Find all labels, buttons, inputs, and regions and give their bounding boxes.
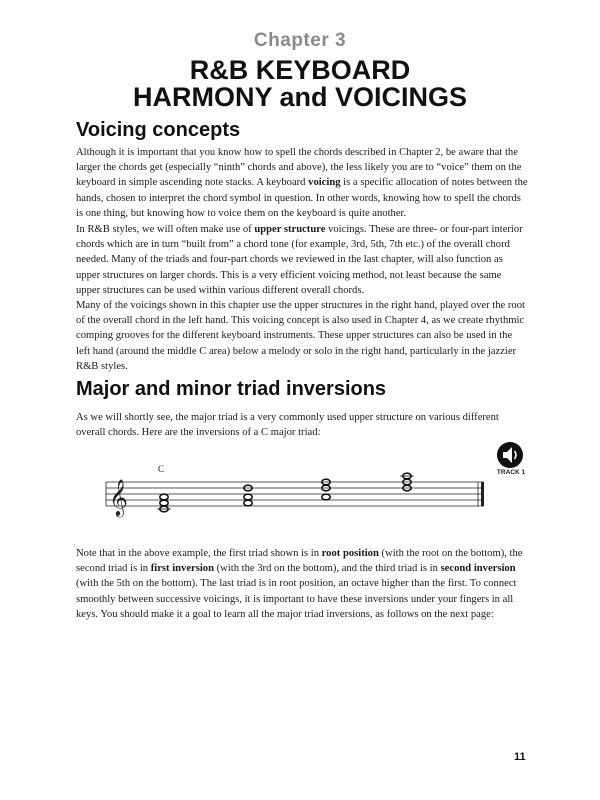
section-heading-voicing-concepts: Voicing concepts bbox=[76, 119, 241, 141]
text-run: Many of the voicings shown in this chapter use the upper structures in the right hand, played over the root of the overall chord in the left hand. This voicing concept is also used in Chapter 4, as we create rhythmic comping grooves for the different keyboard instruments. These upper structures can also be used in the left hand (around the middle C area) below a melody or solo in the right hand, particularly in the jazzier R&B styles. bbox=[76, 300, 525, 372]
text-run: voicings. These are three- or four-part interior chords which are in turn “built from” a chord tone (for example, 3rd, 5th, 7th etc.) of the overall chord needed. Many of the triads and four-part chords we reviewed in the last chapter, will also function as upper structures on larger chords. This is a very efficient voicing method, not least because the same upper structures can be used within various different overall chords. bbox=[76, 224, 523, 296]
bold-term: second inversion bbox=[440, 563, 516, 575]
text-run: is a specific allocation of notes between the hands, chosen to interpret the chord symbol in question. In other words, knowing how to spell the chords is one thing, but knowing how to voice them on the keyboard is quite another. bbox=[76, 177, 528, 219]
bold-term: upper structure bbox=[254, 224, 326, 235]
speaker-icon bbox=[495, 440, 525, 470]
paragraph bbox=[76, 546, 528, 622]
whole-note bbox=[160, 494, 168, 500]
section-heading-triad-inversions: Major and minor triad inversions bbox=[76, 378, 387, 400]
music-example bbox=[76, 440, 536, 530]
text-run: (with the 5th on the bottom). The last triad is in root position, an octave higher than the first. To connect smoothly between successive voicings, it is important to have these inversions under your fingers in all keys. You should make it a goal to learn all the major triad inversions, as follows on the next page: bbox=[76, 578, 517, 620]
whole-note bbox=[244, 500, 252, 506]
text-run: (with the root on the bottom), the second triad is in bbox=[76, 548, 523, 575]
paragraph bbox=[76, 298, 528, 374]
text-run: (with the 3rd on the bottom), and the third triad is in bbox=[214, 563, 441, 575]
paragraph bbox=[76, 410, 528, 440]
text-run: In R&B styles, we will often make use of bbox=[76, 224, 255, 235]
whole-note bbox=[244, 494, 252, 500]
whole-note bbox=[322, 494, 330, 500]
chapter-label: Chapter 3 bbox=[253, 30, 347, 51]
paragraph bbox=[76, 145, 528, 221]
bold-term: voicing bbox=[308, 177, 341, 189]
text-run: Note that in the above example, the first triad shown is in bbox=[76, 548, 322, 559]
bold-term: root position bbox=[321, 548, 379, 559]
chapter-title-line1: R&B KEYBOARD bbox=[189, 55, 411, 85]
text-run: Although it is important that you know how to spell the chords described in Chapter 2, be aware that the larger the chords get (especially “ninth” chords and above), the less likely you are to “voice” them on the keyboard in simple ascending note stacks. A keyboard bbox=[76, 147, 522, 189]
page-number: 11 bbox=[514, 751, 526, 763]
track-label: TRACK 1 bbox=[496, 469, 526, 476]
text-run: As we will shortly see, the major triad is a very commonly used upper structure on various different overall chords. Here are the inversions of a C major triad: bbox=[76, 412, 499, 439]
music-staff bbox=[76, 440, 536, 530]
chord-symbol: C bbox=[158, 464, 165, 474]
chapter-title bbox=[0, 57, 600, 111]
whole-note bbox=[160, 500, 168, 506]
treble-clef-icon: 𝄞 bbox=[109, 478, 128, 516]
paragraph bbox=[76, 222, 528, 298]
chapter-title-line2: HARMONY and VOICINGS bbox=[132, 82, 468, 112]
bold-term: first inversion bbox=[150, 563, 214, 575]
